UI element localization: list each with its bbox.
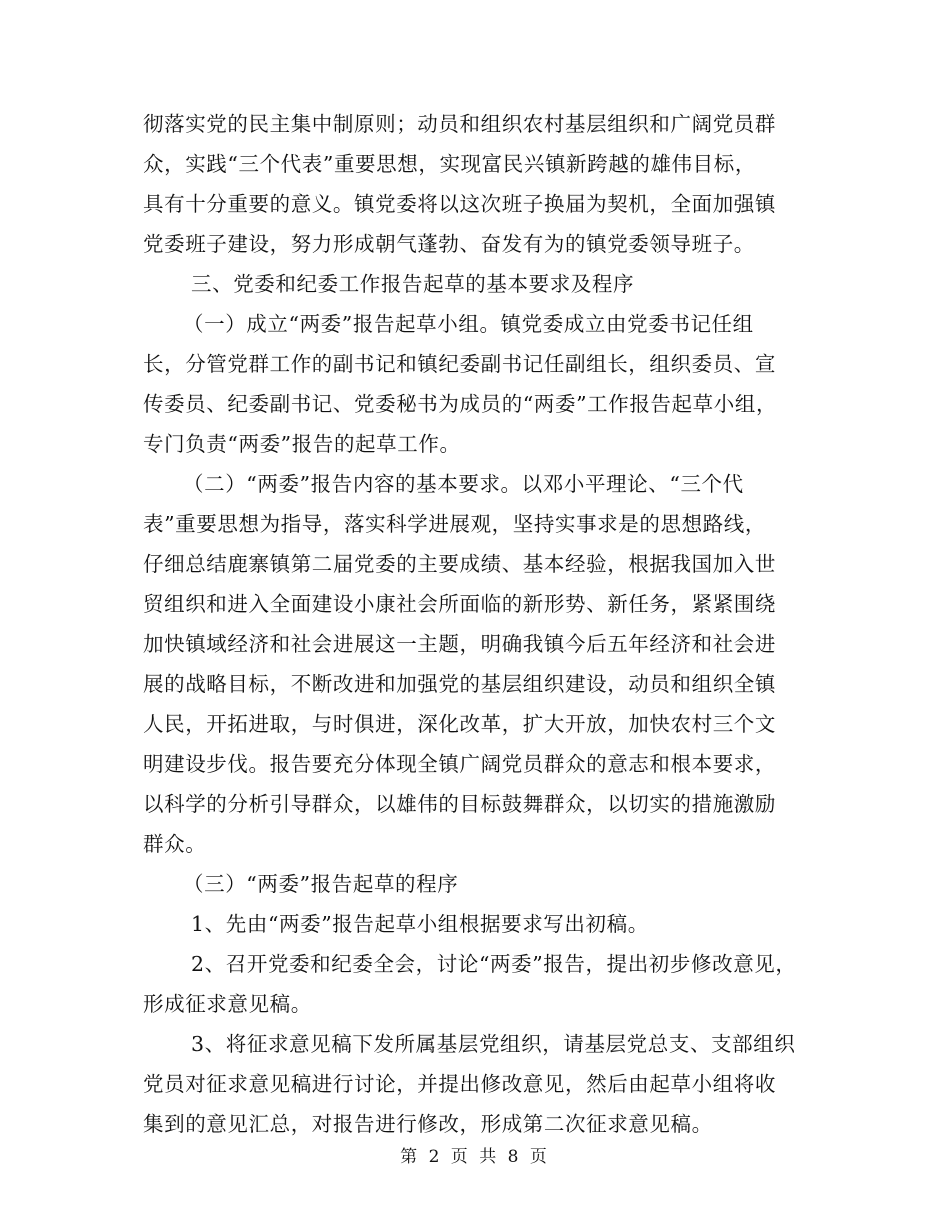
text-line: 彻落实党的民主集中制原则；动员和组织农村基层组织和广阔党员群 [143,112,776,136]
text-line: 1、先由“两委”报告起草小组根据要求写出初稿。 [191,912,649,936]
text-line: 集到的意见汇总，对报告进行修改，形成第二次征求意见稿。 [143,1112,713,1136]
text-line: 以科学的分析引导群众，以雄伟的目标鼓舞群众，以切实的措施激励 [143,792,776,816]
text-line: 展的战略目标，不断改进和加强党的基层组织建设，动员和组织全镇 [143,672,776,696]
text-line: 2、召开党委和纪委全会，讨论“两委”报告，提出初步修改意见， [191,952,797,976]
document-body [143,104,813,1144]
text-line: 具有十分重要的意义。镇党委将以这次班子换届为契机，全面加强镇 [143,192,776,216]
text-line: 党委班子建设，努力形成朝气蓬勃、奋发有为的镇党委领导班子。 [143,232,755,256]
page-number-footer: 第 2 页 共 8 页 [400,1147,550,1167]
text-line: 3、将征求意见稿下发所属基层党组织，请基层党总支、支部组织 [191,1032,796,1056]
text-line: 加快镇域经济和社会进展这一主题，明确我镇今后五年经济和社会进 [143,632,776,656]
section-heading: 三、党委和纪委工作报告起草的基本要求及程序 [191,272,635,296]
text-line: 仔细总结鹿寨镇第二届党委的主要成绩、基本经验，根据我国加入世 [143,552,776,576]
text-line: 专门负责“两委”报告的起草工作。 [143,432,461,456]
text-line: 传委员、纪委副书记、党委秘书为成员的“两委”工作报告起草小组， [143,392,778,416]
text-line: 表”重要思想为指导，落实科学进展观，坚持实事求是的思想路线， [143,512,766,536]
text-line: 众，实践“三个代表”重要思想，实现富民兴镇新跨越的雄伟目标， [143,152,756,176]
text-line: 贸组织和进入全面建设小康社会所面临的新形势、新任务，紧紧围绕 [143,592,776,616]
text-line: 形成征求意见稿。 [143,992,312,1016]
text-line: 明建设步伐。报告要充分体现全镇广阔党员群众的意志和根本要求， [143,752,776,776]
subsection-heading: （三）“两委”报告起草的程序 [183,872,459,896]
text-line: 党员对征求意见稿进行讨论，并提出修改意见，然后由起草小组将收 [143,1072,776,1096]
text-line: 群众。 [143,832,207,856]
text-line: 长，分管党群工作的副书记和镇纪委副书记任副组长，组织委员、宣 [143,352,776,376]
text-line: （二）“两委”报告内容的基本要求。以邓小平理论、“三个代 [183,472,744,496]
text-line: （一）成立“两委”报告起草小组。镇党委成立由党委书记任组 [183,312,754,336]
text-line: 人民，开拓进取，与时俱进，深化改革，扩大开放，加快农村三个文 [143,712,776,736]
